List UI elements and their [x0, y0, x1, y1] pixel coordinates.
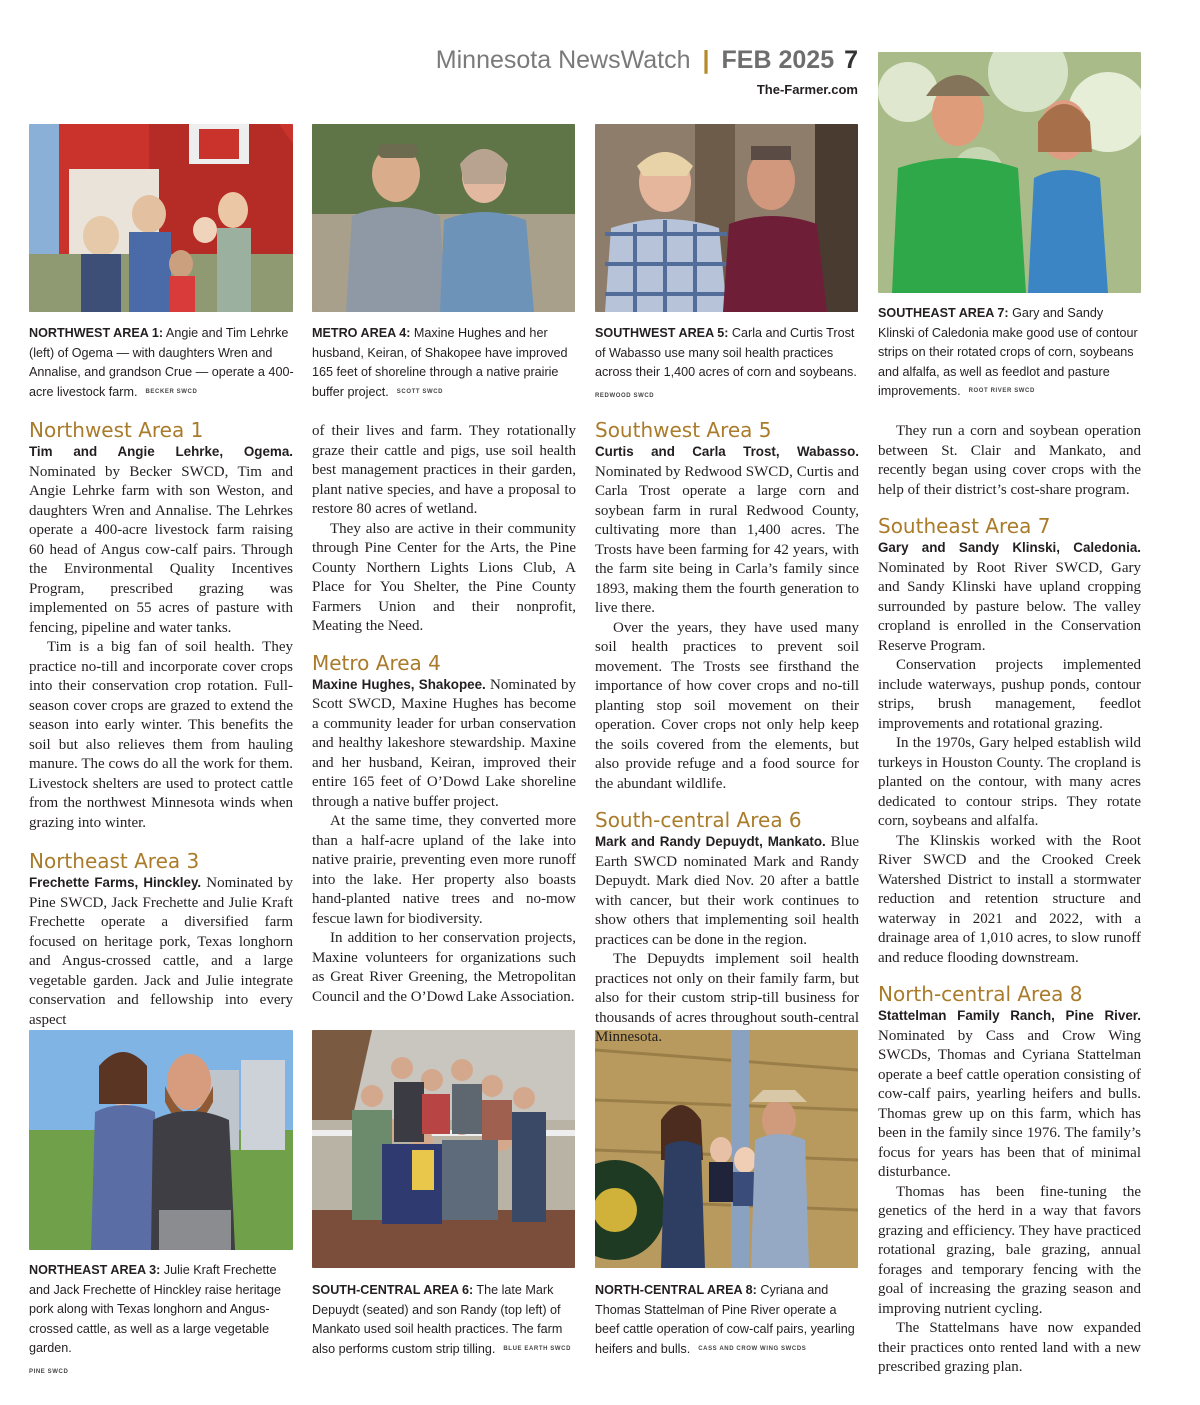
article-lead: Frechette Farms, Hinckley.	[29, 875, 202, 890]
paragraph: The Depuydts implement soil health practices not only on their family farm, but also for their custom strip-till business for thousands of acres throughout south-central Minnesota.	[595, 951, 859, 1045]
paragraph: Over the years, they have used many soil health practices to prevent soil movement. The Trosts see firsthand the importance of how cover crops and no-till planting stop soil movement on their operation. Cover crops not only help keep the soils covered from the elements, but also provide refuge and a food source for the abundant wildlife.	[595, 619, 859, 792]
heading-metro-area-4: Metro Area 4	[312, 650, 441, 675]
heading-southeast-area-7: Southeast Area 7	[878, 514, 1051, 538]
paragraph: In the 1970s, Gary helped establish wild turkeys in Houston County. The cropland is planted on the contour, with many acres dedicated to contour strips. They rotate corn, soybeans and alfalfa.	[878, 735, 1141, 829]
page-number: 7	[844, 46, 858, 74]
heading-south-central-area-6: South-central Area 6	[595, 808, 802, 832]
paragraph: They run a corn and soybean operation between St. Clair and Mankato, and recently began using cover crops with the help of their district’s cost-share program.	[878, 423, 1141, 498]
caption-lead: NORTH-CENTRAL AREA 8:	[595, 1283, 757, 1297]
issue-date: FEB 2025	[721, 46, 835, 74]
paragraph: Tim is a big fan of soil health. They practice no-till and incorporate cover crops into their conservation crop rotation. Full-season cover crops are grazed to extend the season into early winter. This benefits the soil but also relieves them from hauling manure. The cows do all the work for them. Livestock shelters are used to protect cattle from the northwest Minnesota winds when grazing into winter.	[29, 639, 293, 831]
paragraph	[29, 442, 293, 638]
text-column-1	[29, 418, 293, 1030]
paragraph: They also are active in their community through Pine Center for the Arts, the Pine County Northern Lights Lions Club, A Place for You Shelter, the Pine County Farmers Union and their nonprofit, Meating the Need.	[312, 520, 576, 634]
caption-lead: METRO AREA 4:	[312, 326, 411, 340]
caption-lead: NORTHWEST AREA 1:	[29, 326, 164, 340]
caption-lead: SOUTHEAST AREA 7:	[878, 306, 1009, 320]
article-lead: Maxine Hughes, Shakopee.	[312, 676, 486, 692]
article-text: Nominated by Scott SWCD, Maxine Hughes has become a community leader for urban conservation and healthy lakeshore stewardship. Maxine and her husband, Keiran, improved their entire 165 feet of O’Dowd Lake shoreline through a native buffer project.	[312, 676, 577, 810]
photo-southeast-area-7	[878, 52, 1141, 293]
paragraph: of their lives and farm. They rotationally graze their cattle and pigs, use soil health best management practices in their garden, plant native species, and have a proposal to restore 80 acres of wetland.	[312, 423, 576, 517]
photo-northwest-area-1	[29, 124, 293, 312]
caption-south-central-area-6	[312, 1281, 574, 1360]
caption-lead: NORTHEAST AREA 3:	[29, 1263, 161, 1277]
separator-bar: |	[702, 46, 710, 74]
article-text: Nominated by Root River SWCD, Gary and Sandy Klinski have upland cropping surrounded by pasture below. The valley cropland is enrolled in the Conservation Reserve Program.	[878, 559, 1141, 654]
caption-text: The late Mark Depuydt (seated) and son Randy (top left) of Mankato used soil health practices. The farm also performs custom strip tilling.	[312, 1283, 563, 1356]
photo-southwest-area-5	[595, 124, 858, 312]
article-text: Blue Earth SWCD nominated Mark and Randy Depuydt. Mark died Nov. 20 after a battle with cancer, but their work continues to show others that implementing soil health practices can be done in the region.	[595, 834, 859, 948]
paragraph	[595, 832, 859, 950]
caption-text: Gary and Sandy Klinski of Caledonia make good use of contour strips on their rotated crops of corn, soybeans and alfalfa, as well as feedlot and pasture improvements.	[878, 306, 1138, 399]
paragraph: Thomas has been fine-tuning the genetics of the herd in a way that favors grazing and efficiency. They have practiced rotational grazing, bale grazing, annual forages and temporary fencing with the goal of increasing the grazing season and improving nutrient cycling.	[878, 1183, 1141, 1317]
paragraph	[595, 442, 859, 619]
masthead	[436, 46, 858, 75]
text-column-4	[878, 422, 1141, 1378]
article-lead: Curtis and Carla Trost, Wabasso.	[595, 444, 859, 459]
caption-text: Carla and Curtis Trost of Wabasso use many soil health practices across their 1,400 acres of corn and soybeans.	[595, 326, 857, 380]
article-text: Nominated by Cass and Crow Wing SWCDs, Thomas and Cyriana Stattelman operate a beef cattle operation consisting of cow-calf pairs, yearling heifers and bulls. Thomas grew up on this farm, which has been in the family since 1976. The family’s focus for years has been that of minimal disturbance.	[878, 1027, 1141, 1180]
heading-north-central-area-8: North-central Area 8	[878, 982, 1083, 1006]
website: The-Farmer.com	[756, 82, 858, 97]
heading-southwest-area-5: Southwest Area 5	[595, 418, 772, 442]
article-text: Nominated by Becker SWCD, Tim and Angie Lehrke farm with son Weston, and daughters Wren and Annalise. The Lehrkes operate a 400-acre livestock farm raising 60 head of Angus cow-calf pairs. Through the Environmental Quality Incentives Program, prescribed grazing was implemented on 55 acres of pasture with fencing, pipeline and water tanks.	[29, 463, 293, 636]
paragraph	[878, 538, 1141, 656]
photo-credit: ROOT RIVER SWCD	[968, 388, 1035, 395]
article-lead: Tim and Angie Lehrke, Ogema.	[29, 444, 293, 459]
article-text: Nominated by Pine SWCD, Jack Frechette and Julie Kraft Frechette operate a diversified farm focused on heritage pork, Texas longhorn and Angus-crossed cattle, and a large vegetable garden. Jack and Julie integrate conservation and fellowship into every aspect	[29, 875, 293, 1028]
photo-credit: REDWOOD SWCD	[595, 392, 655, 399]
publication-name: Minnesota NewsWatch	[435, 46, 691, 74]
caption-lead: SOUTH-CENTRAL AREA 6:	[312, 1283, 474, 1297]
caption-southwest-area-5	[595, 324, 860, 406]
caption-northeast-area-3	[29, 1261, 294, 1383]
article-lead: Stattelman Family Ranch, Pine River.	[878, 1008, 1141, 1023]
caption-text: Cyriana and Thomas Stattelman of Pine River operate a beef cattle operation of cow-calf pairs, yearling heifers and bulls.	[595, 1283, 855, 1356]
caption-text: Angie and Tim Lehrke (left) of Ogema — with daughters Wren and Annalise, and grandson Crue — operate a 400-acre livestock farm.	[29, 326, 294, 399]
photo-credit: SCOTT SWCD	[396, 388, 444, 395]
text-column-3	[595, 418, 859, 1048]
caption-text: Julie Kraft Frechette and Jack Frechette of Hinckley raise heritage pork along with Texas longhorn and Angus-crossed cattle, as well as a large vegetable garden.	[29, 1263, 281, 1356]
caption-northwest-area-1	[29, 324, 294, 403]
article-lead: Gary and Sandy Klinski, Caledonia.	[878, 540, 1141, 555]
paragraph: At the same time, they converted more than a half-acre upland of the lake into native prairie, preventing even more runoff into the lake. Her property also boasts hand-planted native trees and no-mow fescue lawn for biodiversity.	[312, 813, 576, 927]
photo-north-central-area-8	[595, 1030, 858, 1268]
paragraph: In addition to her conservation projects, Maxine volunteers for organizations such as Great River Greening, the Metropolitan Council and the O’Dowd Lake Association.	[312, 930, 576, 1005]
photo-credit: PINE SWCD	[29, 1368, 69, 1375]
paragraph	[29, 873, 293, 1030]
article-lead: Mark and Randy Depuydt, Mankato.	[595, 834, 826, 849]
paragraph	[312, 675, 576, 813]
heading-northeast-area-3: Northeast Area 3	[29, 849, 200, 873]
photo-credit: CASS AND CROW WING SWCDS	[698, 1345, 807, 1352]
paragraph: The Klinskis worked with the Root River SWCD and the Crooked Creek Watershed District to install a stormwater reduction and retention structure and waterway in 2021 and 2022, with a drainage area of 1,010 acres, to slow runoff and reduce flooding downstream.	[878, 832, 1141, 966]
text-column-2	[312, 422, 576, 1007]
photo-metro-area-4	[312, 124, 575, 312]
paragraph: Conservation projects implemented include waterways, pushup ponds, contour strips, brush management, feedlot improvements and rotational grazing.	[878, 657, 1141, 732]
caption-southeast-area-7	[878, 304, 1143, 402]
photo-credit: BLUE EARTH SWCD	[503, 1345, 572, 1352]
caption-text: Maxine Hughes and her husband, Keiran, of Shakopee have improved 165 feet of shoreline through a native prairie buffer project.	[312, 326, 568, 399]
photo-northeast-area-3	[29, 1030, 293, 1250]
caption-north-central-area-8	[595, 1281, 860, 1360]
photo-credit: BECKER SWCD	[145, 388, 198, 395]
paragraph	[878, 1006, 1141, 1183]
caption-lead: SOUTHWEST AREA 5:	[595, 326, 729, 340]
heading-northwest-area-1: Northwest Area 1	[29, 418, 204, 442]
paragraph: The Stattelmans have now expanded their practices onto rented land with a new prescribed grazing plan.	[878, 1320, 1141, 1375]
caption-metro-area-4	[312, 324, 574, 403]
photo-south-central-area-6	[312, 1030, 575, 1268]
article-text: Nominated by Redwood SWCD, Curtis and Carla Trost operate a large corn and soybean farm in rural Redwood County, cultivating more than 1,400 acres. The Trosts have been farming for 42 years, with the farm site being in Carla’s family since 1893, making them the fourth generation to live there.	[595, 463, 859, 616]
